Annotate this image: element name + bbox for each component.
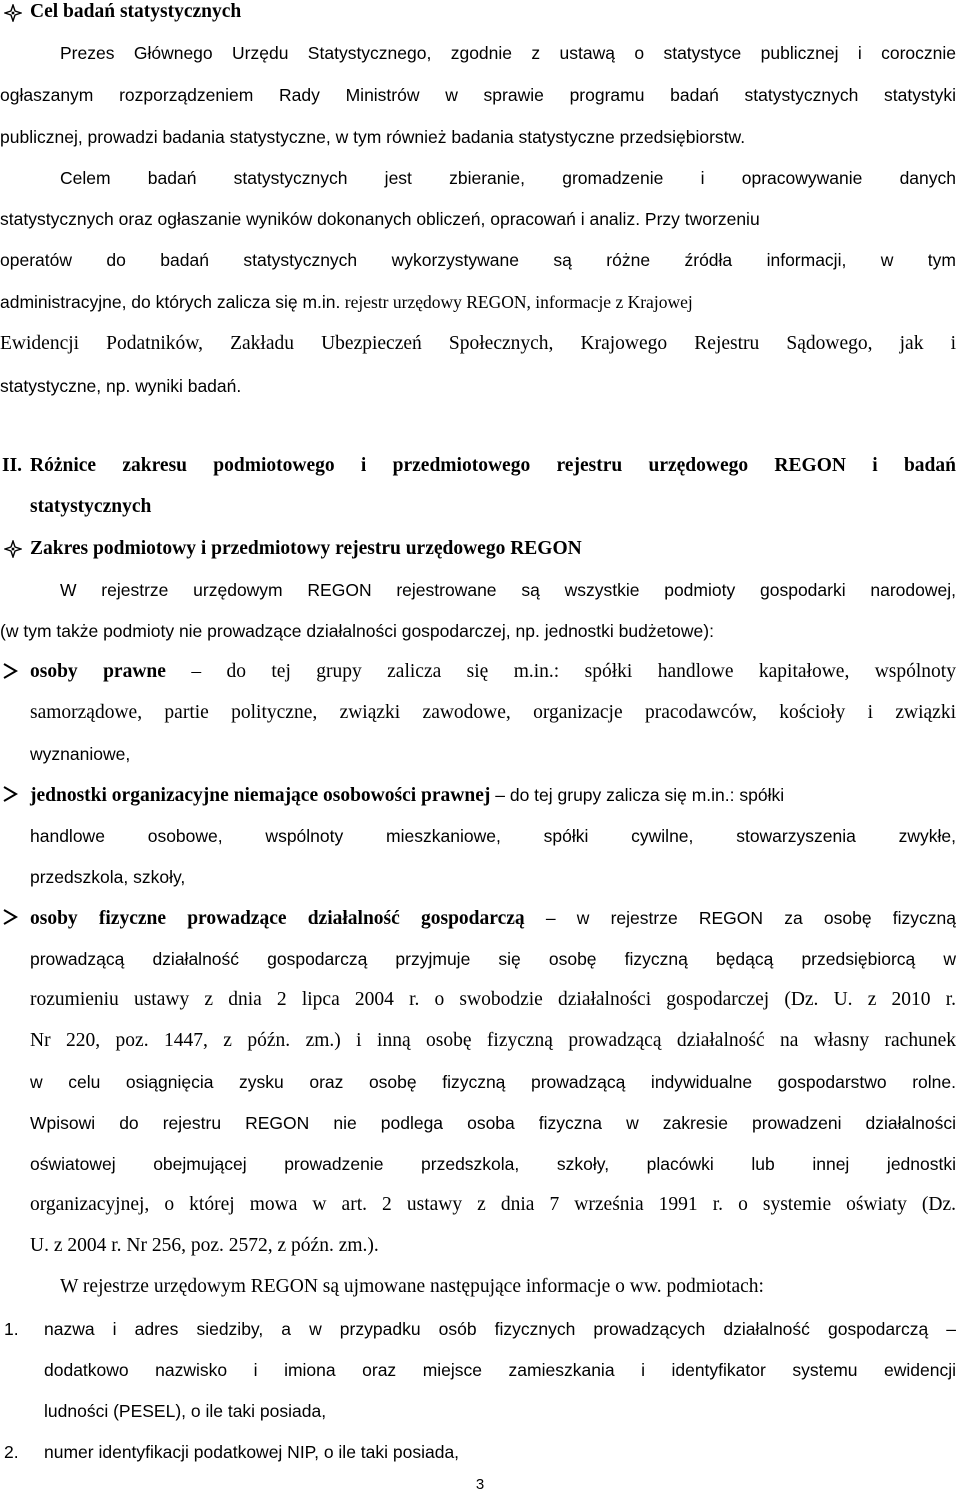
diamond-bullet-icon bbox=[4, 540, 22, 558]
bullet-text: – do tej grupy zalicza się m.in.: spółki handlowe kapitałowe, wspólnoty bbox=[165, 661, 956, 682]
list-line: ludności (PESEL), o ile taki posiada, bbox=[44, 1401, 327, 1421]
paragraph-line: operatów do badań statystycznych wykorzystywane są różne źródła informacji, w tym bbox=[0, 250, 956, 270]
list-number: 1. bbox=[4, 1319, 19, 1339]
section-heading-cel: Cel badań statystycznych bbox=[30, 1, 242, 22]
bullet-line: wyznaniowe, bbox=[30, 744, 131, 764]
section-number: II. bbox=[2, 455, 23, 476]
paragraph-line: W rejestrze urzędowym REGON są ujmowane następujące informacje o ww. podmiotach: bbox=[60, 1276, 764, 1297]
bullet-text: – w rejestrze REGON za osobę fizyczną bbox=[524, 908, 956, 928]
bullet-term: jednostki organizacyjne niemające osobowości prawnej bbox=[30, 785, 491, 806]
arrowhead-bullet-icon bbox=[2, 908, 18, 926]
bullet-line: Wpisowi do rejestru REGON nie podlega osoba fizyczna w zakresie prowadzeni działalności bbox=[30, 1113, 956, 1133]
bullet-line: Nr 220, poz. 1447, z późn. zm.) i inną osobę fizyczną prowadzącą działalność na własny rachunek bbox=[30, 1030, 956, 1051]
bullet-lead bbox=[30, 660, 956, 684]
subheading-zakres: Zakres podmiotowy i przedmiotowy rejestru urzędowego REGON bbox=[30, 538, 582, 559]
paragraph-line: publicznej, prowadzi badania statystyczne, w tym również badania statystyczne przedsiębiorstw. bbox=[0, 127, 746, 147]
paragraph-line: statystyczne, np. wyniki badań. bbox=[0, 376, 242, 396]
list-number: 2. bbox=[4, 1442, 19, 1462]
diamond-bullet-icon bbox=[4, 4, 22, 22]
arrowhead-bullet-icon bbox=[2, 785, 18, 803]
bullet-line: organizacyjnej, o której mowa w art. 2 ustawy z dnia 7 września 1991 r. o systemie oświaty (Dz. bbox=[30, 1194, 956, 1215]
arrowhead-bullet-icon bbox=[2, 662, 18, 680]
bullet-text: – do tej grupy zalicza się m.in.: spółki bbox=[490, 785, 785, 805]
section-title: statystycznych bbox=[30, 496, 152, 517]
bullet-lead bbox=[30, 906, 956, 931]
bullet-line: przedszkola, szkoły, bbox=[30, 867, 186, 887]
bullet-line: handlowe osobowe, wspólnoty mieszkaniowe, spółki cywilne, stowarzyszenia zwykłe, bbox=[30, 826, 956, 846]
paragraph-line: ogłaszanym rozporządzeniem Rady Ministrów w sprawie programu badań statystycznych statystyki bbox=[0, 85, 956, 105]
paragraph-line: (w tym także podmioty nie prowadzące działalności gospodarczej, np. jednostki budżetowe): bbox=[0, 621, 714, 641]
paragraph-line-mixed bbox=[0, 207, 760, 231]
bullet-line: w celu osiągnięcia zysku oraz osobę fizyczną prowadzącą indywidualne gospodarstwo rolne. bbox=[30, 1072, 956, 1092]
paragraph-line: Prezes Głównego Urzędu Statystycznego, zgodnie z ustawą o statystyce publicznej i corocznie bbox=[60, 43, 956, 63]
paragraph-text: administracyjne, do których zalicza się m.in. bbox=[0, 292, 341, 312]
bullet-line: oświatowej obejmującej prowadzenie przedszkola, szkoły, placówki lub innej jednostki bbox=[30, 1154, 956, 1174]
bullet-line: samorządowe, partie polityczne, związki zawodowe, organizacje pracodawców, kościoły i związki bbox=[30, 702, 956, 723]
bullet-line: prowadzącą działalność gospodarczą przyjmuje się osobę fizyczną będącą przedsiębiorcą w bbox=[30, 949, 956, 969]
bullet-term: osoby prawne bbox=[30, 661, 166, 682]
paragraph-text: rejestr urzędowy REGON, informacje z Krajowej bbox=[340, 292, 693, 312]
paragraph-line: Celem badań statystycznych jest zbieranie, gromadzenie i opracowywanie danych bbox=[60, 168, 956, 188]
list-line: nazwa i adres siedziby, a w przypadku osób fizycznych prowadzących działalność gospodarczą – bbox=[44, 1319, 956, 1339]
paragraph-line: W rejestrze urzędowym REGON rejestrowane są wszystkie podmioty gospodarki narodowej, bbox=[60, 580, 956, 600]
bullet-term: osoby fizyczne prowadzące działalność gospodarczą bbox=[30, 908, 525, 929]
paragraph-line: Ewidencji Podatników, Zakładu Ubezpieczeń Społecznych, Krajowego Rejestru Sądowego, jak i bbox=[0, 333, 956, 354]
list-line: numer identyfikacji podatkowej NIP, o ile taki posiada, bbox=[44, 1442, 460, 1462]
section-title: Różnice zakresu podmiotowego i przedmiotowego rejestru urzędowego REGON i badań bbox=[30, 455, 956, 476]
paragraph-line-mixed bbox=[0, 290, 693, 314]
bullet-line: U. z 2004 r. Nr 256, poz. 2572, z późn. zm.). bbox=[30, 1235, 379, 1256]
bullet-lead bbox=[30, 783, 784, 808]
paragraph-text: Przy tworzeniu bbox=[640, 209, 760, 229]
bullet-line: rozumieniu ustawy z dnia 2 lipca 2004 r. o swobodzie działalności gospodarczej (Dz. U. z 2010 r. bbox=[30, 989, 956, 1010]
list-line: dodatkowo nazwisko i imiona oraz miejsce zamieszkania i identyfikator systemu ewidencji bbox=[44, 1360, 956, 1380]
paragraph-text: statystycznych oraz ogłaszanie wyników dokonanych obliczeń, opracowań i analiz. bbox=[0, 209, 641, 229]
page-number: 3 bbox=[475, 1476, 485, 1493]
